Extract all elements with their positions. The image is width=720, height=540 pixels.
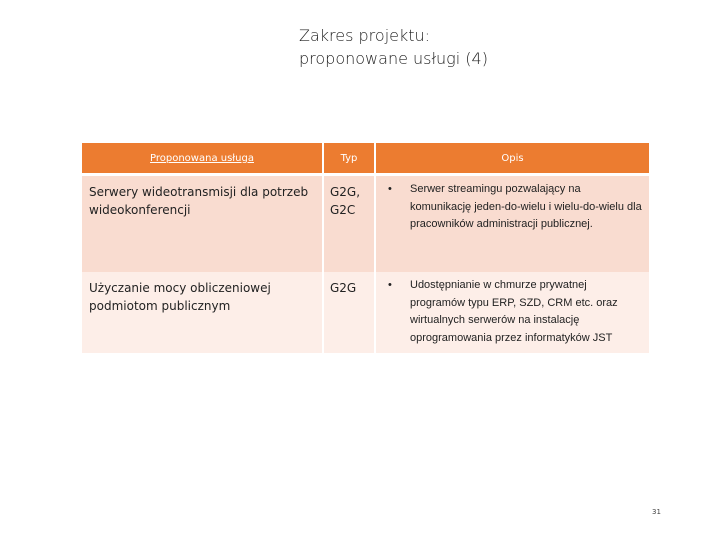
type-cell: G2G, G2C — [322, 176, 374, 272]
bullet-icon: • — [388, 183, 392, 195]
description-cell — [374, 272, 649, 353]
header-description-label: Opis — [501, 152, 524, 164]
header-service — [82, 143, 322, 176]
header-type — [322, 143, 374, 176]
table-header-row — [82, 143, 649, 176]
type-cell: G2G — [322, 272, 374, 353]
services-table — [82, 143, 649, 353]
slide-title-line-2: proponowane usługi (4) — [299, 49, 488, 68]
page-number: 31 — [652, 508, 661, 516]
table-row — [82, 272, 649, 353]
header-description — [374, 143, 649, 176]
slide-title-line-1: Zakres projektu: — [299, 26, 431, 45]
header-service-label: Proponowana usługa — [150, 152, 254, 164]
bullet-icon: • — [388, 279, 392, 291]
description-text: Serwer streamingu pozwalający na komunikację jeden-do-wielu i wielu-do-wielu dla pracowników administracji publicznej. — [410, 183, 642, 230]
header-type-label: Typ — [340, 152, 358, 164]
slide-title — [299, 24, 599, 70]
service-cell: Serwery wideotransmisji dla potrzeb wideokonferencji — [82, 176, 322, 272]
description-cell — [374, 176, 649, 272]
table-row — [82, 176, 649, 272]
description-text: Udostępnianie w chmurze prywatnej programów typu ERP, SZD, CRM etc. oraz wirtualnych serwerów na instalację oprogramowania przez informatyków JST — [410, 279, 618, 344]
service-cell: Użyczanie mocy obliczeniowej podmiotom publicznym — [82, 272, 322, 353]
